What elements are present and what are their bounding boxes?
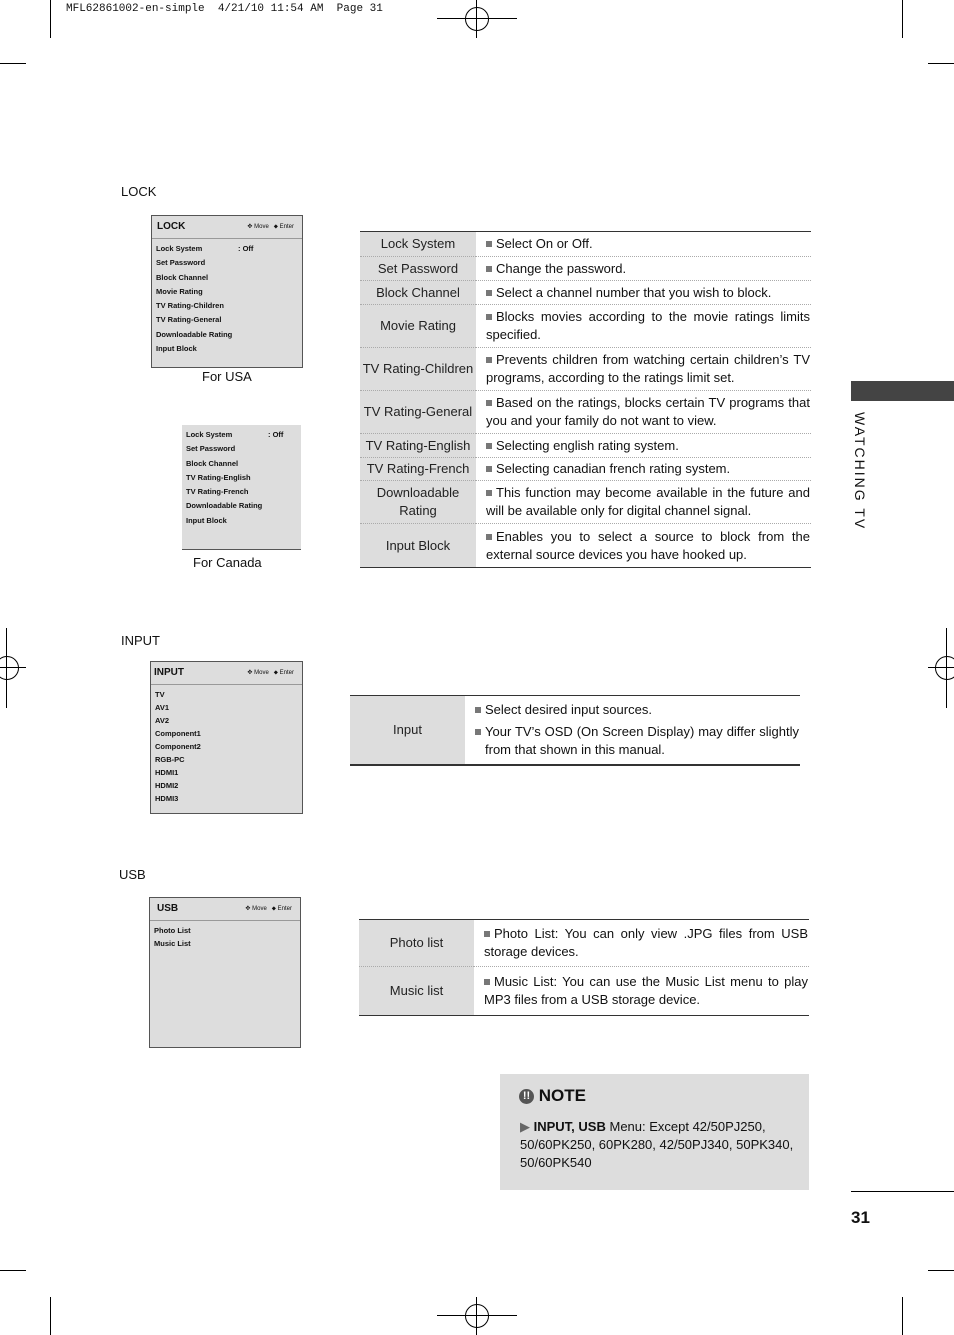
osd-item[interactable]: Photo List	[154, 926, 191, 935]
caption-canada: For Canada	[193, 555, 262, 570]
osd-item[interactable]: TV	[155, 690, 165, 699]
osd-item[interactable]: Input Block	[156, 344, 197, 354]
osd-title: INPUT	[154, 667, 184, 678]
crop-mark	[50, 0, 51, 38]
row-desc: Based on the ratings, blocks certain TV programs that you and your family do not want to view.	[486, 395, 810, 428]
note-box	[500, 1074, 809, 1190]
note-body	[520, 1118, 796, 1172]
row-label: TV Rating-French	[360, 458, 476, 481]
alert-icon: !!	[519, 1089, 534, 1104]
osd-lock-canada	[182, 425, 301, 550]
osd-item[interactable]: Component1	[155, 729, 201, 738]
print-header: MFL62861002-en-simple 4/21/10 11:54 AM Page 31	[66, 3, 383, 15]
chapter-title: WATCHING TV	[852, 412, 868, 531]
row-desc: Prevents children from watching certain children’s TV programs, according to the ratings limit set.	[486, 352, 810, 385]
row-desc: Enables you to select a source to block from the external source devices you have hooked up.	[486, 528, 810, 562]
osd-input	[150, 661, 303, 814]
osd-lock-usa	[151, 215, 303, 368]
osd-item[interactable]: TV Rating-English	[186, 472, 251, 482]
note-text: Menu: Except 42/50PJ250, 50/60PK250, 60PK280, 42/50PJ340, 50PK340, 50/60PK540	[520, 1119, 794, 1170]
crop-mark	[902, 1297, 903, 1335]
osd-item[interactable]: Downloadable Rating	[186, 501, 263, 511]
osd-item[interactable]: TV Rating-General	[156, 315, 222, 325]
hint-enter: Enter	[279, 224, 294, 230]
row-desc: Select desired input sources.	[485, 702, 652, 717]
usb-table	[359, 919, 809, 1016]
row-label: Music list	[359, 967, 474, 1016]
osd-item[interactable]: Block Channel	[156, 272, 209, 282]
table-row	[360, 458, 811, 481]
crop-mark	[50, 1297, 51, 1335]
osd-value: : Off	[238, 244, 254, 253]
osd-item[interactable]: TV Rating-Children	[156, 301, 224, 311]
registration-mark	[0, 656, 19, 680]
osd-value: : Off	[268, 430, 284, 439]
osd-item[interactable]: AV2	[155, 716, 170, 725]
lock-table	[360, 231, 811, 568]
osd-item[interactable]: Lock System : Off	[186, 428, 297, 442]
osd-item[interactable]: Music List	[154, 939, 191, 948]
registration-line	[946, 628, 947, 708]
osd-item[interactable]: AV1	[155, 703, 170, 712]
osd-hint: ✥ Move ⬥ Enter	[247, 670, 294, 676]
crop-mark	[928, 63, 954, 64]
osd-item[interactable]: HDMI2	[155, 781, 179, 790]
crop-mark	[902, 0, 903, 38]
note-title: NOTE	[538, 1086, 586, 1105]
osd-item[interactable]: Block Channel	[186, 458, 239, 468]
osd-item[interactable]: Set Password	[156, 258, 206, 268]
table-row	[360, 257, 811, 281]
row-label: Lock System	[360, 232, 476, 257]
osd-title: USB	[157, 903, 179, 914]
registration-line	[0, 667, 26, 668]
crop-mark	[928, 1270, 954, 1271]
osd-header	[151, 662, 302, 685]
table-row	[360, 481, 811, 524]
row-desc: Your TV’s OSD (On Screen Display) may differ slightly from that shown in this manual.	[485, 724, 799, 757]
osd-item[interactable]: Set Password	[186, 444, 236, 454]
osd-item[interactable]: Input Block	[186, 515, 227, 525]
osd-item[interactable]: HDMI1	[155, 768, 179, 777]
page-number: 31	[851, 1208, 870, 1227]
section-title-usb: USB	[119, 867, 146, 882]
table-row	[360, 391, 811, 434]
osd-item[interactable]: TV Rating-French	[186, 487, 249, 497]
input-table	[350, 695, 800, 766]
osd-item[interactable]: RGB-PC	[155, 755, 185, 764]
row-desc: Photo List: You can only view .JPG files from USB storage devices.	[484, 926, 808, 959]
row-label: Photo list	[359, 920, 474, 967]
osd-item[interactable]: Downloadable Rating	[156, 329, 233, 339]
crop-mark	[0, 1270, 26, 1271]
table-row	[360, 524, 811, 568]
osd-item[interactable]: HDMI3	[155, 794, 179, 803]
row-label: TV Rating-Children	[360, 348, 476, 391]
row-label: TV Rating-English	[360, 434, 476, 458]
row-desc: This function may become available in the future and will be available only for digital channel signal.	[486, 485, 810, 518]
row-desc: Music List: You can use the Music List menu to play MP3 files from a USB storage device.	[484, 974, 808, 1007]
section-title-input: INPUT	[121, 633, 160, 648]
crop-mark	[0, 63, 26, 64]
row-desc: Selecting english rating system.	[496, 437, 679, 453]
osd-item[interactable]: Lock System : Off	[156, 242, 298, 256]
table-row	[359, 967, 809, 1016]
row-desc: Select On or Off.	[496, 236, 593, 251]
table-row	[360, 232, 811, 257]
osd-hint: ✥ Move ⬥ Enter	[245, 906, 292, 912]
registration-line	[6, 628, 7, 708]
registration-line	[437, 18, 517, 19]
table-row	[359, 920, 809, 967]
row-label: Set Password	[360, 257, 476, 281]
registration-line	[437, 1315, 517, 1316]
row-label: Input	[350, 696, 465, 764]
row-desc: Selecting canadian french rating system.	[496, 461, 731, 476]
row-label: Downloadable Rating	[360, 481, 476, 524]
footer-rule	[851, 1191, 954, 1192]
chapter-tab	[851, 381, 954, 401]
table-row	[350, 696, 800, 764]
registration-mark	[465, 7, 489, 31]
row-desc: Blocks movies according to the movie ratings limits specified.	[486, 309, 810, 342]
table-row	[360, 348, 811, 391]
osd-title: LOCK	[157, 221, 186, 232]
registration-mark	[935, 656, 954, 680]
registration-line	[476, 1297, 477, 1335]
note-header	[519, 1086, 586, 1106]
table-row	[360, 434, 811, 458]
osd-usb	[149, 897, 301, 1048]
table-row	[360, 305, 811, 348]
row-desc: Select a channel number that you wish to block.	[496, 284, 772, 300]
row-label: TV Rating-General	[360, 391, 476, 434]
osd-hint: ✥ Move ⬥ Enter	[247, 224, 294, 230]
table-row	[360, 281, 811, 305]
note-bold: INPUT, USB	[533, 1119, 606, 1134]
osd-item[interactable]: Movie Rating	[156, 286, 203, 296]
caption-usa: For USA	[202, 369, 252, 384]
registration-mark	[465, 1304, 489, 1328]
row-label: Block Channel	[360, 281, 476, 305]
triangle-icon: ▶	[520, 1119, 530, 1134]
registration-line	[476, 0, 477, 38]
row-desc: Change the password.	[496, 260, 627, 276]
row-label: Input Block	[360, 524, 476, 568]
row-label: Movie Rating	[360, 305, 476, 348]
hint-move: Move	[254, 224, 269, 230]
osd-item[interactable]: Component2	[155, 742, 201, 751]
osd-header	[152, 216, 302, 239]
section-title-lock: LOCK	[121, 184, 157, 199]
registration-line	[928, 667, 954, 668]
osd-header	[150, 898, 300, 921]
